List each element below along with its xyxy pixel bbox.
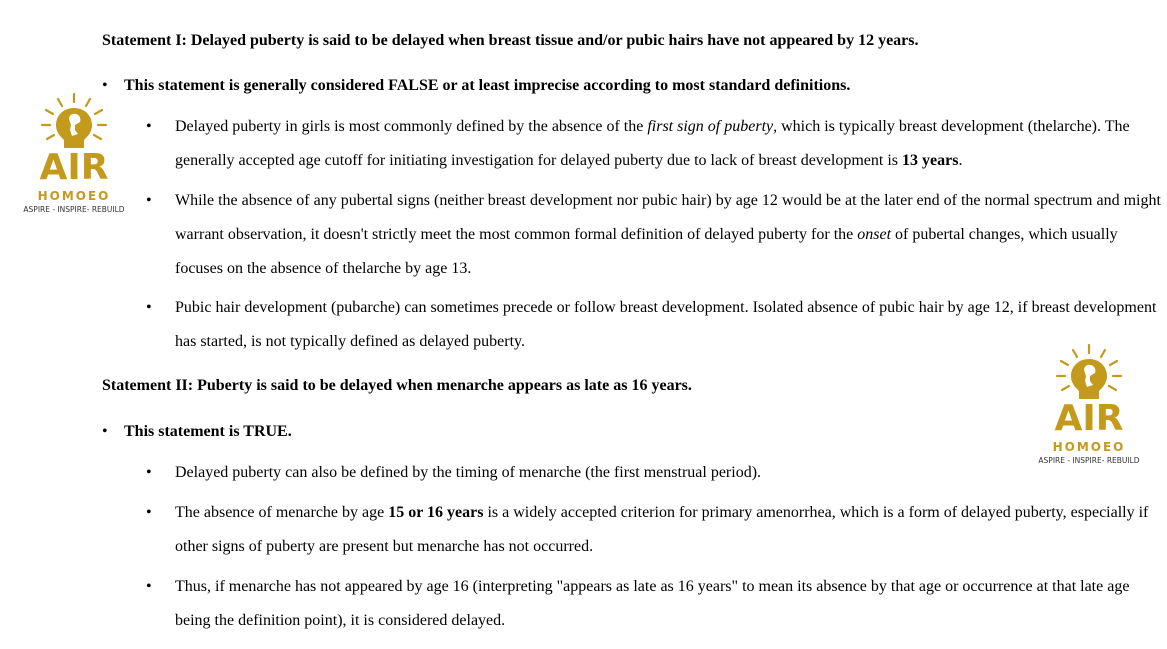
sub-bullet: • <box>146 299 152 316</box>
air-homoeo-logo <box>18 92 130 222</box>
verdict-text: This statement is TRUE. <box>124 423 292 440</box>
point-text: Thus, if menarche has not appeared by age 16 (interpreting "appears as late as 16 years" to mean its absence by that age or occurrence at that late age being the definition point), it is considered delayed. <box>175 578 1130 629</box>
statement-2-point-1 <box>146 456 1161 490</box>
point-text: Delayed puberty can also be defined by the timing of menarche (the first menstrual period). <box>175 464 762 481</box>
point-text: Delayed puberty in girls is most commonly defined by the absence of the first sign of puberty, which is typically breast development (thelarche). The generally accepted age cutoff for initiating investigation for delayed puberty due to lack of breast development is 13 years. <box>175 118 1130 169</box>
logo-air-text: AIR <box>1054 398 1124 439</box>
point-text: Pubic hair development (pubarche) can sometimes precede or follow breast development. Isolated absence of pubic hair by age 12, if breast development has started, is not typically defined as delayed puberty. <box>175 299 1157 350</box>
statement-2-point-3 <box>146 570 1161 638</box>
statement-1-point-2 <box>146 184 1161 286</box>
point-text: The absence of menarche by age 15 or 16 years is a widely accepted criterion for primary amenorrhea, which is a form of delayed puberty, especially if other signs of puberty are present but menarche has not occurred. <box>175 504 1149 555</box>
lightbulb-icon <box>18 92 130 152</box>
logo-tagline: ASPIRE - INSPIRE- REBUILD <box>1038 456 1140 465</box>
point-text: While the absence of any pubertal signs (neither breast development nor pubic hair) by age 12 would be at the later end of the normal spectrum and might warrant observation, it doesn't strictly meet the most common formal definition of delayed puberty for the onset of pubertal changes, which usually focuses on the absence of thelarche by age 13. <box>175 192 1161 277</box>
logo-air-text: AIR <box>39 147 109 188</box>
sub-bullet: • <box>146 578 152 595</box>
sub-bullet: • <box>146 464 152 481</box>
statement-2-point-2 <box>146 496 1161 564</box>
logo-brand-text: HOMOEO <box>1052 440 1126 454</box>
sub-bullet: • <box>146 192 152 209</box>
logo-brand-text: HOMOEO <box>37 189 111 203</box>
verdict-text: This statement is generally considered FALSE or at least imprecise according to most standard definitions. <box>124 77 851 94</box>
statement-1-point-1 <box>146 110 1161 178</box>
bullet: • <box>102 423 108 440</box>
air-homoeo-logo <box>1033 343 1145 473</box>
statement-2-title: Statement II: Puberty is said to be delayed when menarche appears as late as 16 years. <box>102 377 692 394</box>
logo-tagline: ASPIRE - INSPIRE- REBUILD <box>23 205 125 214</box>
statement-1-point-3 <box>146 291 1161 359</box>
sub-bullet: • <box>146 504 152 521</box>
lightbulb-icon <box>1033 343 1145 403</box>
bullet: • <box>102 77 108 94</box>
statement-1-title: Statement I: Delayed puberty is said to be delayed when breast tissue and/or pubic hairs have not appeared by 12 years. <box>102 32 919 49</box>
sub-bullet: • <box>146 118 152 135</box>
